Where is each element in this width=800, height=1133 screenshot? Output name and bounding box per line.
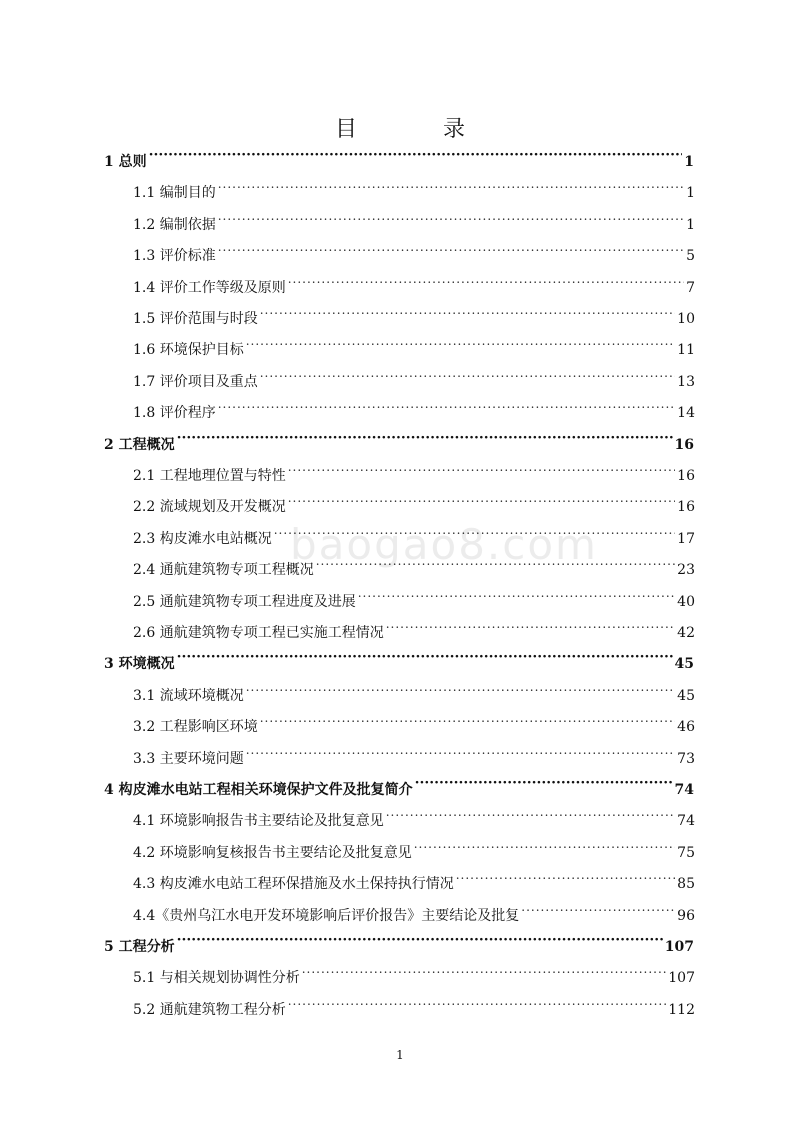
toc-entry-label: 1.6 环境保护目标 xyxy=(133,342,244,358)
toc-entry-label: 4.2 环境影响复核报告书主要结论及批复意见 xyxy=(133,845,412,861)
toc-entry-page: 96 xyxy=(677,908,695,924)
dot-leader xyxy=(218,209,684,229)
toc-entry-page: 42 xyxy=(677,625,695,641)
toc-section-entry[interactable] xyxy=(133,711,695,735)
toc-section-entry[interactable] xyxy=(133,994,695,1018)
toc-entry-page: 14 xyxy=(677,405,695,421)
toc-section-entry[interactable] xyxy=(133,805,695,829)
toc-entry-label: 2.2 流域规划及开发概况 xyxy=(133,499,286,515)
toc-section-entry[interactable] xyxy=(133,868,695,892)
dot-leader xyxy=(386,805,675,825)
toc-entry-page: 13 xyxy=(677,374,695,390)
toc-entry-page: 85 xyxy=(677,876,695,892)
dot-leader xyxy=(177,429,673,449)
toc-entry-label: 4.3 构皮滩水电站工程环保措施及水土保持执行情况 xyxy=(133,876,454,892)
toc-section-entry[interactable] xyxy=(133,554,695,578)
dot-leader xyxy=(288,491,675,511)
toc-entry-label: 2.3 构皮滩水电站概况 xyxy=(133,531,272,547)
toc-entry-page: 16 xyxy=(674,437,694,453)
toc-entry-label: 1.7 评价项目及重点 xyxy=(133,374,258,390)
toc-entry-page: 112 xyxy=(668,1002,695,1018)
toc-entry-page: 7 xyxy=(686,280,695,296)
toc-entry-page: 40 xyxy=(677,594,695,610)
toc-entry-page: 5 xyxy=(686,248,695,264)
toc-section-entry[interactable] xyxy=(133,272,695,296)
toc-entry-page: 11 xyxy=(677,342,695,358)
toc-entry-label: 1.4 评价工作等级及原则 xyxy=(133,280,286,296)
toc-section-entry[interactable] xyxy=(133,460,695,484)
toc-entry-label: 3.2 工程影响区环境 xyxy=(133,719,258,735)
dot-leader xyxy=(246,743,675,763)
dot-leader xyxy=(415,774,673,794)
toc-entry-page: 45 xyxy=(677,688,695,704)
dot-leader xyxy=(218,397,675,417)
toc-section-entry[interactable] xyxy=(133,586,695,610)
toc-section-entry[interactable] xyxy=(133,366,695,390)
toc-entry-label: 5 工程分析 xyxy=(104,939,175,955)
toc-chapter-entry[interactable] xyxy=(104,146,694,170)
toc-chapter-entry[interactable] xyxy=(104,931,694,955)
toc-section-entry[interactable] xyxy=(133,743,695,767)
toc-entry-label: 1.5 评价范围与时段 xyxy=(133,311,258,327)
toc-entry-label: 4 构皮滩水电站工程相关环境保护文件及批复简介 xyxy=(104,782,413,798)
toc-section-entry[interactable] xyxy=(133,962,695,986)
toc-section-entry[interactable] xyxy=(133,680,695,704)
dot-leader xyxy=(246,334,675,354)
toc-entry-page: 17 xyxy=(677,531,695,547)
toc-entry-label: 4.4《贵州乌江水电开发环境影响后评价报告》主要结论及批复 xyxy=(133,908,520,924)
toc-entry-label: 2.6 通航建筑物专项工程已实施工程情况 xyxy=(133,625,384,641)
dot-leader xyxy=(302,962,667,982)
toc-section-entry[interactable] xyxy=(133,240,695,264)
toc-chapter-entry[interactable] xyxy=(104,648,694,672)
toc-section-entry[interactable] xyxy=(133,177,695,201)
toc-entry-page: 1 xyxy=(684,154,694,170)
dot-leader xyxy=(149,146,683,166)
toc-entry-page: 10 xyxy=(677,311,695,327)
toc-chapter-entry[interactable] xyxy=(104,774,694,798)
toc-entry-page: 107 xyxy=(668,970,695,986)
toc-entry-label: 5.2 通航建筑物工程分析 xyxy=(133,1002,286,1018)
toc-section-entry[interactable] xyxy=(133,303,695,327)
toc-entry-page: 45 xyxy=(674,656,694,672)
toc-section-entry[interactable] xyxy=(133,209,695,233)
page-number: 1 xyxy=(396,1048,404,1062)
toc-section-entry[interactable] xyxy=(133,617,695,641)
toc-entry-page: 16 xyxy=(677,499,695,515)
dot-leader xyxy=(288,272,684,292)
toc-entry-page: 75 xyxy=(677,845,695,861)
toc-entry-label: 2.4 通航建筑物专项工程概况 xyxy=(133,562,314,578)
toc-entry-label: 2.5 通航建筑物专项工程进度及进展 xyxy=(133,594,356,610)
toc-section-entry[interactable] xyxy=(133,397,695,421)
dot-leader xyxy=(288,460,675,480)
toc-section-entry[interactable] xyxy=(133,837,695,861)
toc-entry-page: 1 xyxy=(686,217,695,233)
toc-section-entry[interactable] xyxy=(133,523,695,547)
dot-leader xyxy=(316,554,675,574)
dot-leader xyxy=(177,648,673,668)
toc-entry-label: 1.8 评价程序 xyxy=(133,405,216,421)
toc-entry-label: 1.1 编制目的 xyxy=(133,185,216,201)
dot-leader xyxy=(358,586,675,606)
toc-entry-label: 3.1 流域环境概况 xyxy=(133,688,244,704)
toc-entry-page: 73 xyxy=(677,751,695,767)
toc-entry-label: 1.3 评价标准 xyxy=(133,248,216,264)
toc-entry-label: 2.1 工程地理位置与特性 xyxy=(133,468,286,484)
dot-leader xyxy=(246,680,675,700)
toc-entry-label: 2 工程概况 xyxy=(104,437,175,453)
dot-leader xyxy=(521,900,675,920)
dot-leader xyxy=(288,994,667,1014)
toc-chapter-entry[interactable] xyxy=(104,429,694,453)
dot-leader xyxy=(260,711,675,731)
toc-entry-page: 74 xyxy=(677,813,695,829)
dot-leader xyxy=(218,177,684,197)
dot-leader xyxy=(274,523,675,543)
toc-entry-label: 3.3 主要环境问题 xyxy=(133,751,244,767)
toc-entry-page: 74 xyxy=(674,782,694,798)
dot-leader xyxy=(386,617,675,637)
dot-leader xyxy=(414,837,675,857)
toc-section-entry[interactable] xyxy=(133,334,695,358)
page-title: 目 录 xyxy=(334,117,497,142)
toc-entry-label: 1 总则 xyxy=(104,154,147,170)
toc-entry-label: 4.1 环境影响报告书主要结论及批复意见 xyxy=(133,813,384,829)
watermark: baogao8.com xyxy=(290,520,598,569)
toc-section-entry[interactable] xyxy=(133,491,695,515)
toc-entry-label: 3 环境概况 xyxy=(104,656,175,672)
toc-entry-page: 107 xyxy=(664,939,694,955)
dot-leader xyxy=(260,303,675,323)
toc-entry-label: 5.1 与相关规划协调性分析 xyxy=(133,970,300,986)
toc-entry-page: 23 xyxy=(677,562,695,578)
toc-section-entry[interactable] xyxy=(133,900,695,924)
dot-leader xyxy=(218,240,684,260)
dot-leader xyxy=(260,366,675,386)
dot-leader xyxy=(456,868,675,888)
toc-entry-page: 46 xyxy=(677,719,695,735)
dot-leader xyxy=(177,931,663,951)
toc-entry-label: 1.2 编制依据 xyxy=(133,217,216,233)
toc-entry-page: 16 xyxy=(677,468,695,484)
toc-entry-page: 1 xyxy=(686,185,695,201)
